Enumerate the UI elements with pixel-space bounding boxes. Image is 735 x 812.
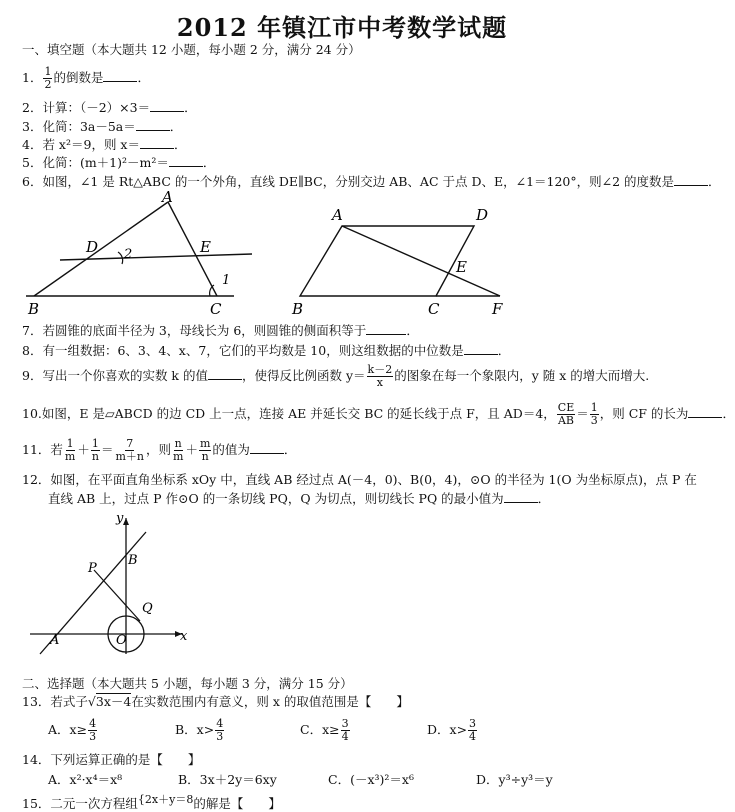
label-c: C [428, 300, 440, 318]
label-b: B [128, 553, 138, 568]
answer-blank [504, 490, 538, 503]
label-b: B [292, 300, 304, 318]
question-9: 9．写出一个你喜欢的实数 k 的值 ，使得反比例函数 y＝ $\frac{k-2}{x}$ 的图象在每一个象限内，y 随 x 的增大而增大. [22, 363, 650, 389]
fraction-one-third: $\frac{1}{3}$ [590, 401, 598, 427]
answer-blank [103, 69, 137, 82]
q13-option-c[interactable]: C．x≥ $\frac{3}{4}$ [300, 717, 349, 743]
label-b: B [28, 300, 40, 318]
label-a: A [332, 206, 343, 224]
fraction: $\frac{m}{n}$ [199, 437, 211, 463]
question-1: 1． $\frac{1}{2}$ 的倒数是 ． [22, 65, 150, 91]
label-a: A [50, 633, 60, 648]
label-q: Q [142, 601, 153, 616]
question-4: 4．若 x²＝9，则 x＝ ． [22, 137, 187, 152]
label-a: A [162, 188, 173, 206]
answer-blank [366, 322, 406, 335]
tangent-pq [94, 570, 140, 621]
label-d: D [86, 238, 99, 256]
label-p: P [88, 561, 97, 576]
page-title: 2012 年镇江市中考数学试题 [176, 13, 508, 42]
section-2-heading: 二、选择题（本大题共 5 小题，每小题 3 分，满分 15 分） [22, 676, 353, 691]
fraction: $\frac{7}{m+n}$ [115, 437, 144, 463]
answer-blank [136, 118, 170, 131]
fraction-one-half: $\frac{1}{2}$ [44, 65, 52, 91]
answer-blank [150, 99, 184, 112]
answer-blank [169, 154, 203, 167]
section-1-heading: 一、填空题（本大题共 12 小题，每小题 2 分，满分 24 分） [22, 42, 361, 57]
question-14: 14．下列运算正确的是【 】 [22, 752, 201, 767]
q14-option-a[interactable]: A．x²·x⁴＝x⁸ [48, 772, 123, 787]
figure-triangle-abc [22, 188, 272, 320]
question-6: 6．如图，∠1 是 Rt△ABC 的一个外角，直线 DE∥BC，分别交边 AB、AC 于点 D、E，∠1＝120°，则∠2 的度数是 ． [22, 174, 721, 189]
sqrt-symbol: √ [87, 694, 96, 709]
q14-option-c[interactable]: C．(－x³)²＝x⁶ [328, 772, 414, 787]
question-2: 2．计算：（－2）×3＝ ． [22, 100, 197, 115]
q13-option-d[interactable]: D．x> $\frac{3}{4}$ [427, 717, 477, 743]
label-angle-2: 2 [124, 247, 133, 262]
fraction: $\frac{n}{m}$ [173, 437, 184, 463]
fraction-k-over-x: $\frac{k-2}{x}$ [367, 363, 393, 389]
fraction: $\frac{1}{m}$ [64, 437, 76, 463]
label-d: D [476, 206, 489, 224]
q14-option-d[interactable]: D．y³÷y³＝y [476, 772, 553, 787]
answer-blank [208, 367, 242, 380]
y-axis-arrow [123, 518, 129, 525]
label-o: O [116, 633, 127, 648]
question-12-line-2: 直线 AB 上，过点 P 作⊙O 的一条切线 PQ，Q 为切点，则切线长 PQ 的最小值为 ． [48, 491, 551, 506]
label-x: x [180, 629, 188, 644]
question-13: 13．若式子√3x－4在实数范围内有意义，则 x 的取值范围是【 】 [22, 694, 409, 709]
answer-blank [464, 342, 498, 355]
answer-blank [140, 136, 174, 149]
label-f: F [492, 300, 503, 318]
label-angle-1: 1 [222, 273, 231, 288]
figure-coordinate-plane [22, 510, 202, 658]
label-y: y [116, 511, 124, 526]
question-10: 10.如图，E 是▱ABCD 的边 CD 上一点，连接 AE 并延长交 BC 的延长线于点 F，且 AD＝4， $\frac{CE}{AB}$ ＝ $\frac{1}{3}$ ，则 CF 的长为 ． [22, 401, 735, 427]
fraction: $\frac{1}{n}$ [91, 437, 99, 463]
label-c: C [210, 300, 222, 318]
label-e: E [456, 258, 467, 276]
question-8: 8．有一组数据：6、3、4、x、7，它们的平均数是 10，则这组数据的中位数是 ． [22, 343, 511, 358]
answer-blank [674, 173, 708, 186]
q13-option-a[interactable]: A．x≥ $\frac{4}{3}$ [48, 717, 97, 743]
radicand: 3x－4 [95, 694, 132, 709]
parallelogram [300, 226, 474, 296]
line-af [342, 226, 500, 296]
equation: 2x＋y＝8 [144, 793, 194, 806]
angle-1-arc [210, 285, 214, 296]
question-3: 3．化简：3a－5a＝ ． [22, 119, 183, 134]
question-12-line-1: 12．如图，在平面直角坐标系 xOy 中，直线 AB 经过点 A(－4，0)、B(0，4)，⊙O 的半径为 1(O 为坐标原点)，点 P 在 [22, 472, 697, 487]
fraction-ce-ab: $\frac{CE}{AB}$ [557, 401, 575, 427]
figure-parallelogram-abcd [288, 200, 518, 320]
answer-blank [250, 441, 284, 454]
question-7: 7．若圆锥的底面半径为 3，母线长为 6，则圆锥的侧面积等于 ． [22, 323, 419, 338]
answer-blank [688, 405, 722, 418]
line-ab [34, 202, 168, 296]
label-e: E [200, 238, 211, 256]
question-15: 15．二元一次方程组{2x＋y＝8的解是【 】 [22, 793, 281, 812]
question-11: 11．若 $\frac{1}{m}$ ＋ $\frac{1}{n}$ ＝ $\frac{7}{m+n}$ ，则 $\frac{n}{m}$ ＋ $\frac{m}{n}$ 的值为 ． [22, 437, 297, 463]
question-5: 5．化简：(m＋1)²－m²＝ ． [22, 155, 216, 170]
q14-option-b[interactable]: B．3x＋2y＝6xy [178, 772, 277, 787]
q13-option-b[interactable]: B．x> $\frac{4}{3}$ [175, 717, 224, 743]
